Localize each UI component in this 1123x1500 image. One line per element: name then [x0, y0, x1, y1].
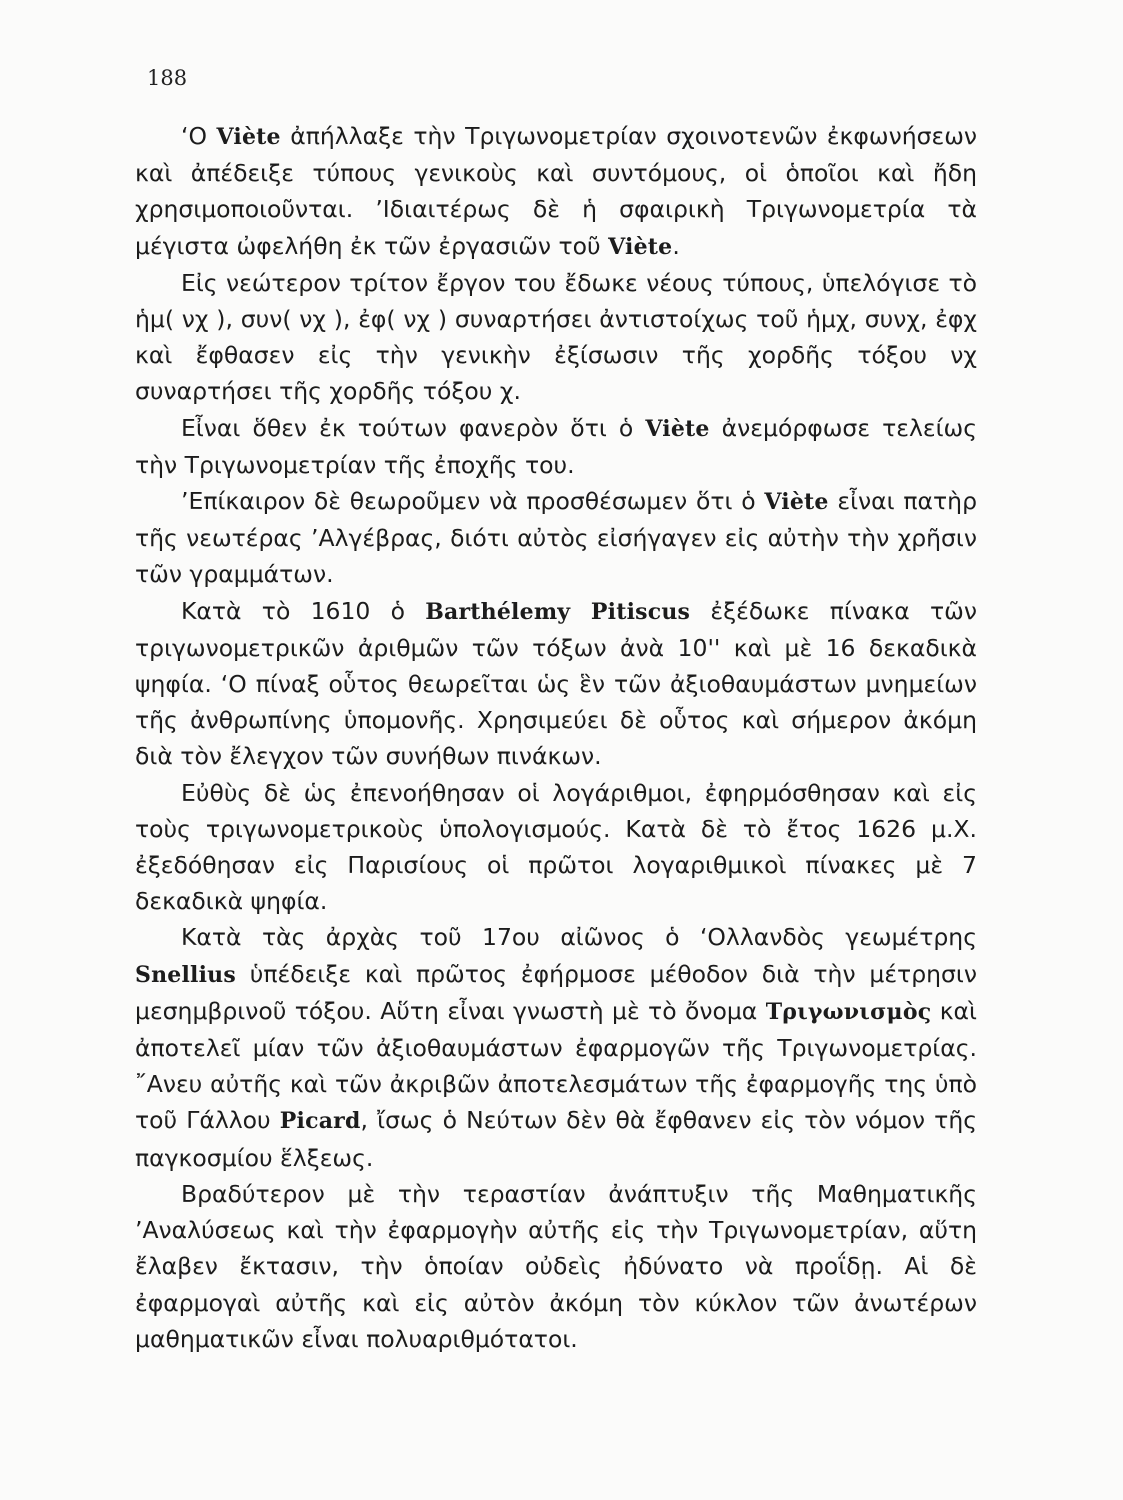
text-run: Εὐθὺς δὲ ὡς ἐπενοήθησαν οἱ λογάριθμοι, ἐφηρμόσθησαν καὶ εἰς τοὺς τριγωνομετρικοὺς ὑπολογισμούς. Κατὰ δὲ τὸ ἔτος 1626 μ.Χ. ἐξεδόθησαν εἰς Παρισίους οἱ πρῶτοι λογαριθμικοὶ πίνακες μὲ 7 δεκαδικὰ ψηφία. — [135, 778, 977, 916]
text-run: ἀνεμόρφωσε τελείως τὴν Τριγωνομετρίαν τῆς ἐποχῆς του. — [135, 413, 977, 479]
text-run: ἐξέδωκε πίνακα τῶν τριγωνομετρικῶν ἀριθμῶν τῶν τόξων ἀνὰ 10'' καὶ μὲ 16 δεκαδικὰ ψηφία. ‘Ο πίναξ οὗτος θεωρεῖται ὡς ἓν τῶν ἀξιοθαυμάστων μνημείων τῆς ἀνθρωπίνης ὑπομονῆς. Χρησιμεύει δὲ οὗτος καὶ σήμερον ἀκόμη διὰ τὸν ἔλεγχον τῶν συνήθων πινάκων. — [135, 596, 977, 771]
bold-name: Snellius — [135, 961, 236, 988]
bold-name: Viète — [764, 489, 829, 516]
text-run: Κατὰ τὸ 1610 ὁ — [181, 596, 426, 625]
text-run: καὶ ἀποτελεῖ μίαν τῶν ἀξιοθαυμάστων ἐφαρμογῶν τῆς Τριγωνομετρίας. ῎Ανευ αὐτῆς καὶ τῶν ἀκριβῶν ἀποτελεσμάτων τῆς ἐφαρμογῆς της ὑπὸ τοῦ Γάλλου — [135, 996, 977, 1135]
bold-name: Viète — [645, 415, 710, 442]
text-run: ἀπήλλαξε τὴν Τριγωνομετρίαν σχοινοτενῶν ἐκφωνήσεων καὶ ἀπέδειξε τύπους γενικοὺς καὶ συντόμους, οἱ ὁποῖοι καὶ ἤδη χρησιμοποιοῦνται. ’Ιδιαιτέρως δὲ ἡ σφαιρικὴ Τριγωνομετρία τὰ μέγιστα ὠφελήθη ἐκ τῶν ἐργασιῶν τοῦ — [135, 122, 977, 260]
bold-name: Viète — [608, 233, 673, 260]
paragraph — [135, 483, 977, 593]
body-text — [135, 118, 977, 1357]
paragraph — [135, 410, 977, 483]
text-run: Εἰς νεώτερον τρίτον ἔργον του ἔδωκε νέους τύπους, ὑπελόγισε τὸ ἡμ( νχ ), συν( νχ ), ἐφ( νχ ) συναρτήσει ἀντιστοίχως τοῦ ἡμχ, συνχ, ἐφχ καὶ ἔφθασεν εἰς τὴν γενικὴν ἐξίσωσιν τῆς χορδῆς τόξου νχ συναρτήσει τῆς χορδῆς τόξου χ. — [135, 268, 977, 406]
text-run: ὑπέδειξε καὶ πρῶτος ἐφήρμοσε μέθοδον διὰ τὴν μέτρησιν μεσημβρινοῦ τόξου. Αὕτη εἶναι γνωστὴ μὲ τὸ ὄνομα — [135, 959, 977, 1025]
text-run: Βραδύτερον μὲ τὴν τεραστίαν ἀνάπτυξιν τῆς Μαθηματικῆς ’Αναλύσεως καὶ τὴν ἐφαρμογὴν αὐτῆς εἰς τὴν Τριγωνομετρίαν, αὕτη ἔλαβεν ἔκτασιν, τὴν ὁποίαν οὐδεὶς ἠδύνατο νὰ προΐδῃ. Αἱ δὲ ἐφαρμογαὶ αὐτῆς καὶ εἰς αὐτὸν ἀκόμη τὸν κύκλον τῶν ἀνωτέρων μαθηματικῶν εἶναι πολυαριθμότατοι. — [135, 1179, 977, 1353]
text-run: Κατὰ τὰς ἀρχὰς τοῦ 17ου αἰῶνος ὁ ‘Ολλανδὸς γεωμέτρης — [181, 923, 977, 952]
paragraph — [135, 1176, 977, 1357]
paragraph — [135, 593, 977, 775]
text-run: . — [672, 231, 680, 260]
bold-name: Barthélemy Pitiscus — [425, 598, 691, 625]
paragraph — [135, 118, 977, 265]
paragraph — [135, 919, 977, 1175]
bold-name: Viète — [216, 124, 281, 150]
text-run: ‘Ο — [181, 122, 217, 150]
bold-name: Τριγωνισμὸς — [765, 998, 932, 1025]
bold-name: Picard — [279, 1108, 361, 1135]
paragraph — [135, 775, 977, 920]
text-run: Εἶναι ὅθεν ἐκ τούτων φανερὸν ὅτι ὁ — [181, 413, 646, 442]
text-run: , ἴσως ὁ Νεύτων δὲν θὰ ἔφθανεν εἰς τὸν νόμον τῆς παγκοσμίου ἕλξεως. — [135, 1106, 977, 1172]
text-run: ’Επίκαιρον δὲ θεωροῦμεν νὰ προσθέσωμεν ὅτι ὁ — [181, 487, 765, 516]
page-number: 188 — [147, 66, 188, 90]
text-run: εἶναι πατὴρ τῆς νεωτέρας ’Αλγέβρας, διότι αὐτὸς εἰσήγαγεν εἰς αὐτὴν τὴν χρῆσιν τῶν γραμμάτων. — [135, 487, 977, 589]
paragraph — [135, 265, 977, 410]
